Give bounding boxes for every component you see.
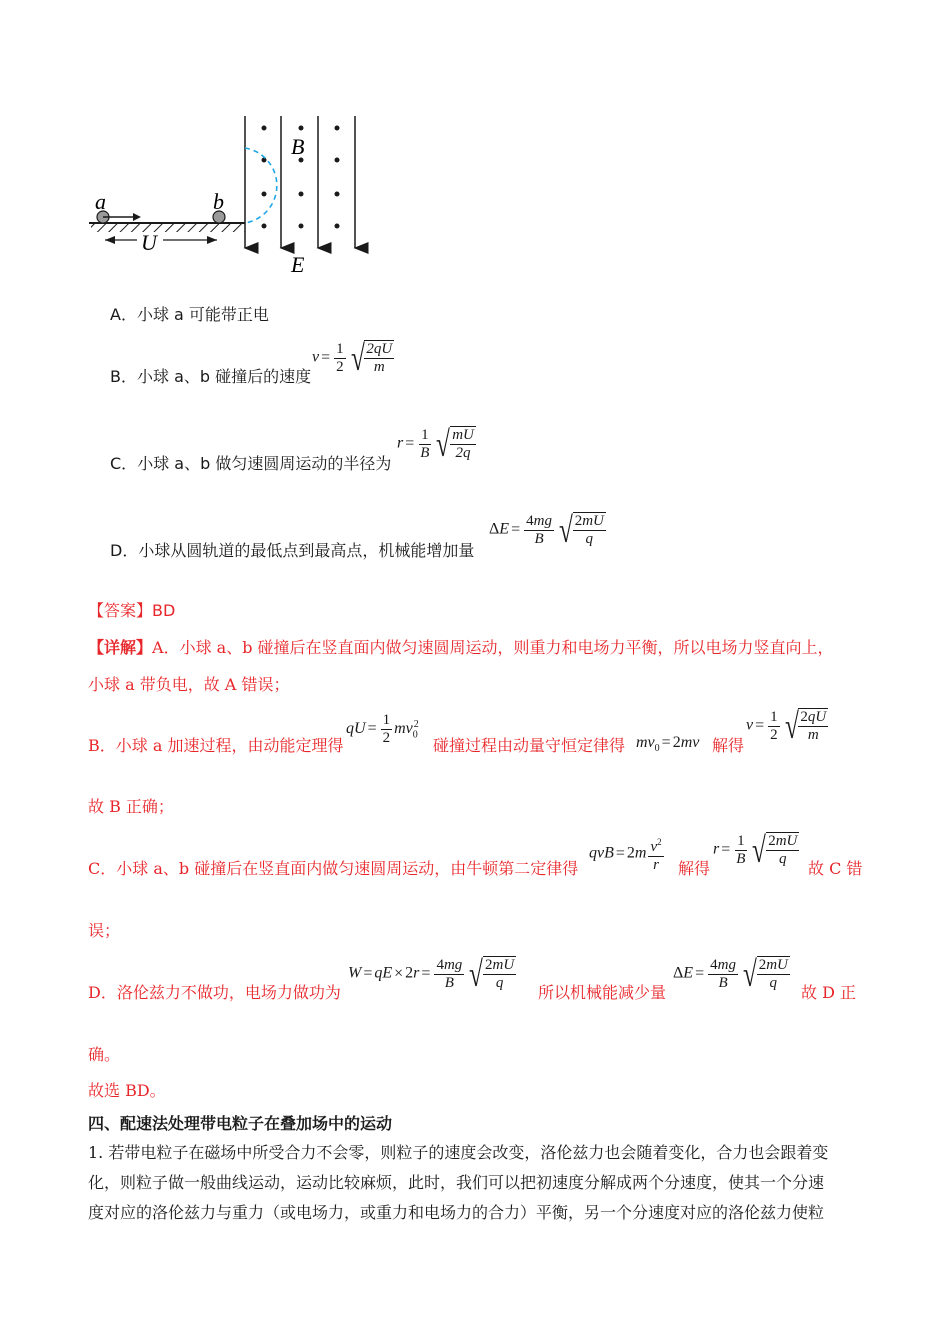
section-para-line1: 1. 若带电粒子在磁场中所受合力不会零，则粒子的速度会改变，洛伦兹力也会随着变化，合力也会跟着变	[88, 1143, 829, 1162]
option-b-label: B．	[110, 367, 137, 386]
option-c-formula: r = $\frac{1}{B}$ √ $\frac{mU}{2q}$	[397, 424, 474, 464]
explanation-b-solve: 解得	[712, 736, 745, 755]
explanation-d-formula2: ΔE = $\frac{4mg}{B}$ √ $\frac{2mU}{q}$	[673, 954, 788, 994]
circular-path	[245, 148, 277, 223]
explanation-tag: 【详解】	[88, 638, 153, 657]
explanation-b-mid: 碰撞过程由动量守恒定律得	[433, 736, 626, 755]
option-c-label: C．	[110, 454, 138, 473]
option-d-formula: ΔE = $\frac{4mg}{B}$ √ $\frac{2mU}{q}$	[489, 510, 604, 550]
explanation-b-formula2: $mv_0 = 2mv$	[636, 734, 700, 755]
explanation-c-prefix: C．小球 a、b 碰撞后在竖直面内做匀速圆周运动，由牛顿第二定律得	[88, 859, 579, 878]
explanation-c-tail: 故 C 错	[808, 859, 863, 878]
explanation-a-line2: 小球 a 带负电，故 A 错误；	[88, 675, 290, 694]
answer	[88, 600, 175, 622]
explanation-d-tail: 故 D 正	[801, 983, 857, 1002]
explanation-final: 故选 BD。	[88, 1081, 166, 1100]
explanation-d-prefix: D．洛伦兹力不做功，电场力做功为	[88, 983, 341, 1002]
explanation-a-text1: A．小球 a、b 碰撞后在竖直面内做匀速圆周运动，则重力和电场力平衡，所以电场力竖直向上，	[152, 638, 834, 657]
explanation-d-cont: 确。	[88, 1045, 121, 1064]
option-c	[110, 453, 391, 475]
velocity-arrow	[133, 213, 141, 221]
explanation-c-formula2: r = $\frac{1}{B}$ √ $\frac{2mU}{q}$	[713, 830, 798, 870]
explanation-b-conclusion: 故 B 正确；	[88, 797, 174, 816]
explanation-d-formula1: W = qE × 2r = $\frac{4mg}{B}$ √ $\frac{2mU}{q}$	[348, 954, 515, 994]
label-b: b	[213, 189, 224, 214]
explanation-c-solve: 解得	[678, 859, 711, 878]
explanation-b-prefix: B．小球 a 加速过程，由动能定理得	[88, 736, 344, 755]
label-E: E	[291, 252, 305, 277]
option-b-text: 小球 a、b 碰撞后的速度	[136, 367, 312, 386]
explanation-d-mid: 所以机械能减少量	[538, 983, 667, 1002]
option-a	[110, 304, 269, 326]
explanation-a-line1	[88, 637, 834, 659]
section-heading: 四、配速法处理带电粒子在叠加场中的运动	[88, 1114, 393, 1133]
explanation-c-formula1: qvB = 2m $\frac{v^2}{r}$	[589, 834, 666, 874]
option-b-formula: v = $\frac{1}{2}$ √ $\frac{2qU}{m}$	[312, 338, 393, 378]
option-b	[110, 366, 311, 388]
explanation-c-cont: 误；	[88, 921, 121, 940]
label-B: B	[291, 134, 305, 159]
explanation-b-formula3: v = $\frac{1}{2}$ √ $\frac{2qU}{m}$	[746, 706, 827, 746]
label-u: U	[141, 230, 157, 255]
section-para-line2: 化，则粒子做一般曲线运动，运动比较麻烦，此时，我们可以把初速度分解成两个分速度，使其一个分速	[88, 1173, 825, 1192]
answer-tag: 【答案】	[88, 601, 153, 620]
explanation-b-formula1: qU = $\frac{1}{2}$ $mv_0^2$	[346, 712, 419, 746]
physics-figure	[85, 108, 375, 283]
option-d-label: D．	[110, 541, 139, 560]
answer-value: BD	[152, 601, 176, 620]
option-d-text: 小球从圆轨道的最低点到最高点，机械能增加量	[138, 541, 475, 560]
section-paragraph	[88, 1138, 863, 1228]
label-a: a	[95, 189, 106, 214]
option-a-text: 小球 a 可能带正电	[136, 305, 269, 324]
ground-hatch	[91, 223, 245, 232]
section-para-line3: 度对应的洛伦兹力与重力（或电场力，或重力和电场力的合力）平衡，另一个分速度对应的洛伦兹力使粒	[88, 1203, 825, 1222]
option-a-label: A．	[110, 305, 137, 324]
option-d	[110, 540, 474, 562]
option-c-text: 小球 a、b 做匀速圆周运动的半径为	[137, 454, 392, 473]
